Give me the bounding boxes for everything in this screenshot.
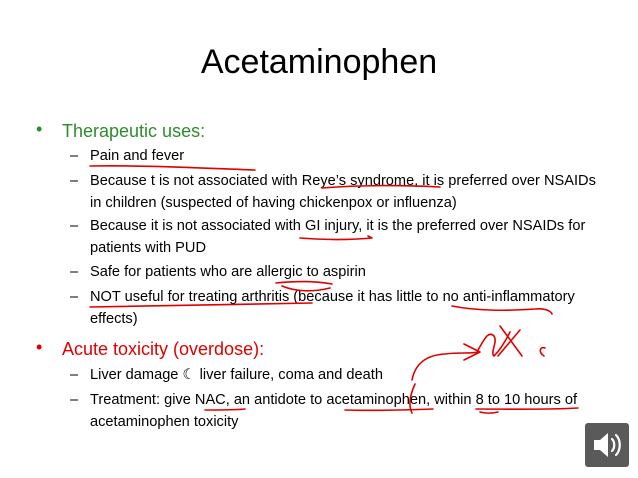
arrow-head bbox=[464, 344, 480, 360]
sub-bullet-text: Pain and fever bbox=[90, 148, 185, 164]
sub-bullet-text: Liver damage ☾ liver failure, coma and death bbox=[90, 367, 383, 383]
sub-bullet bbox=[70, 389, 600, 433]
dash-glyph: – bbox=[70, 264, 79, 280]
dash-glyph: – bbox=[70, 392, 79, 408]
dash-glyph: – bbox=[70, 218, 79, 234]
bullet-glyph: • bbox=[36, 119, 43, 139]
sub-bullet bbox=[70, 286, 600, 330]
dash-glyph: – bbox=[70, 173, 79, 189]
bullet-text: Acute toxicity (overdose): bbox=[62, 339, 265, 359]
annotation-c bbox=[540, 348, 545, 356]
sub-bullet-text: Because it is not associated with GI injury, it is the preferred over NSAIDs for patients with PUD bbox=[90, 218, 586, 256]
dash-glyph: – bbox=[70, 148, 79, 164]
sub-bullet bbox=[70, 364, 600, 386]
sub-bullet-text: NOT useful for treating arthritis (because it has little to no anti-inflammatory effects) bbox=[90, 289, 575, 327]
annotation-scribble bbox=[478, 332, 510, 356]
sub-bullet-text: Safe for patients who are allergic to aspirin bbox=[90, 264, 366, 280]
speaker-icon bbox=[585, 423, 629, 467]
bullet-glyph: • bbox=[36, 337, 43, 357]
bullet-text: Therapeutic uses: bbox=[62, 121, 206, 141]
sub-bullet bbox=[70, 170, 600, 214]
slide-title: Acetaminophen bbox=[200, 43, 438, 81]
sub-bullet bbox=[70, 261, 600, 283]
sub-bullet bbox=[70, 145, 600, 167]
dash-glyph: – bbox=[70, 367, 79, 383]
sub-bullet-text: Because t is not associated with Reye’s syndrome, it is preferred over NSAIDs in children (suspected of having chickenpox or influenza) bbox=[90, 173, 596, 211]
sub-bullet bbox=[70, 215, 600, 259]
annotation-cross bbox=[498, 326, 522, 356]
audio-speaker-button[interactable] bbox=[585, 423, 629, 467]
dash-glyph: – bbox=[70, 289, 79, 305]
sub-bullet-text: Treatment: give NAC, an antidote to acetaminophen, within 8 to 10 hours of acetaminophen toxicity bbox=[90, 392, 578, 430]
